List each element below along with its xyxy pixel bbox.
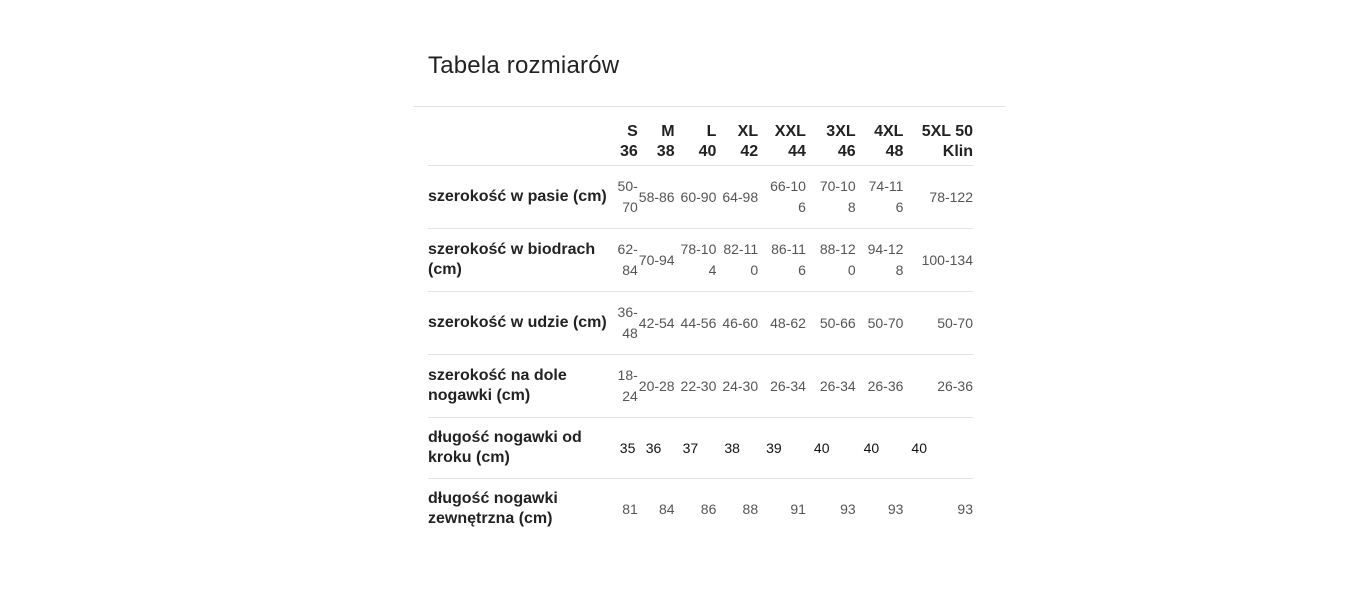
column-header-3xl: 3XL 46 <box>806 118 856 166</box>
table-cell: 88 <box>742 500 759 517</box>
column-header-xl: XL 42 <box>716 118 758 166</box>
table-cell: 50-70 <box>617 178 638 215</box>
column-header-5xl: 5XL 50 Klin <box>903 118 973 166</box>
table-cell: 44-56 <box>680 314 717 331</box>
column-header-l: L 40 <box>675 118 717 166</box>
table-cell: 93 <box>957 500 973 517</box>
table-cell: 50-70 <box>937 314 973 331</box>
table-row <box>428 355 973 418</box>
table-cell: 82-110 <box>723 241 759 278</box>
column-header-4xl: 4XL 48 <box>856 118 904 166</box>
table-cell: 64-98 <box>722 188 759 205</box>
table-row <box>428 418 973 479</box>
table-cell: 60-90 <box>680 188 717 205</box>
table-cell: 24-30 <box>722 377 759 394</box>
table-cell: 46-60 <box>722 314 759 331</box>
table-cell: 86 <box>700 500 717 517</box>
page-title: Tabela rozmiarów <box>428 52 620 79</box>
column-header-s: S 36 <box>612 118 638 166</box>
table-cell: 26-36 <box>867 377 904 394</box>
table-cell: 38 <box>724 439 740 456</box>
title-divider <box>413 106 1005 107</box>
table-cell: 37 <box>682 439 699 456</box>
column-header-m: M 38 <box>638 118 675 166</box>
table-row <box>428 479 973 540</box>
table-cell: 40 <box>911 439 927 456</box>
table-cell: 84 <box>659 500 675 517</box>
table-cell: 36 <box>645 439 662 456</box>
row-label: długość nogawki od kroku (cm) <box>428 429 582 466</box>
header-empty-cell <box>428 118 612 166</box>
table-cell: 93 <box>840 500 856 517</box>
table-cell: 42-54 <box>638 314 675 331</box>
table-cell: 40 <box>813 439 830 456</box>
table-cell: 50-70 <box>867 314 904 331</box>
row-label: długość nogawki zewnętrzna (cm) <box>428 490 558 528</box>
table-cell: 62-84 <box>617 241 638 278</box>
table-cell: 78-122 <box>929 188 973 205</box>
table-cell: 22-30 <box>680 377 717 394</box>
table-cell: 39 <box>766 439 782 456</box>
row-label: szerokość w pasie (cm) <box>428 188 607 205</box>
table-cell: 26-34 <box>770 377 806 394</box>
table-cell: 74-116 <box>868 178 904 215</box>
table-cell: 91 <box>790 500 806 517</box>
row-label: szerokość na dole nogawki (cm) <box>428 367 567 404</box>
table-cell: 58-86 <box>638 188 675 205</box>
table-cell: 48-62 <box>770 314 806 331</box>
table-cell: 78-104 <box>680 241 717 278</box>
table-cell: 93 <box>887 500 904 517</box>
table-row <box>428 292 973 355</box>
table-cell: 26-36 <box>937 377 973 394</box>
row-label: szerokość w biodrach (cm) <box>428 241 596 278</box>
table-cell: 36-48 <box>617 304 638 341</box>
table-cell: 35 <box>619 439 636 456</box>
table-header-row <box>428 118 973 166</box>
row-label: szerokość w udzie (cm) <box>428 314 607 331</box>
table-cell: 86-116 <box>771 241 806 278</box>
table-cell: 94-128 <box>867 241 904 278</box>
column-header-xxl: XXL 44 <box>758 118 806 166</box>
table-cell: 88-120 <box>819 241 856 278</box>
table-cell: 20-28 <box>638 377 675 394</box>
table-row <box>428 229 973 292</box>
table-cell: 40 <box>863 439 880 456</box>
table-cell: 26-34 <box>819 377 856 394</box>
table-row <box>428 166 973 229</box>
table-cell: 18-24 <box>617 367 638 404</box>
table-cell: 50-66 <box>819 314 856 331</box>
size-chart-panel <box>413 0 1005 607</box>
size-table <box>428 118 973 540</box>
table-cell: 100-134 <box>921 251 973 268</box>
table-cell: 70-94 <box>638 251 675 268</box>
table-cell: 66-106 <box>770 178 806 215</box>
table-cell: 70-108 <box>819 178 856 215</box>
table-cell: 81 <box>622 500 638 517</box>
